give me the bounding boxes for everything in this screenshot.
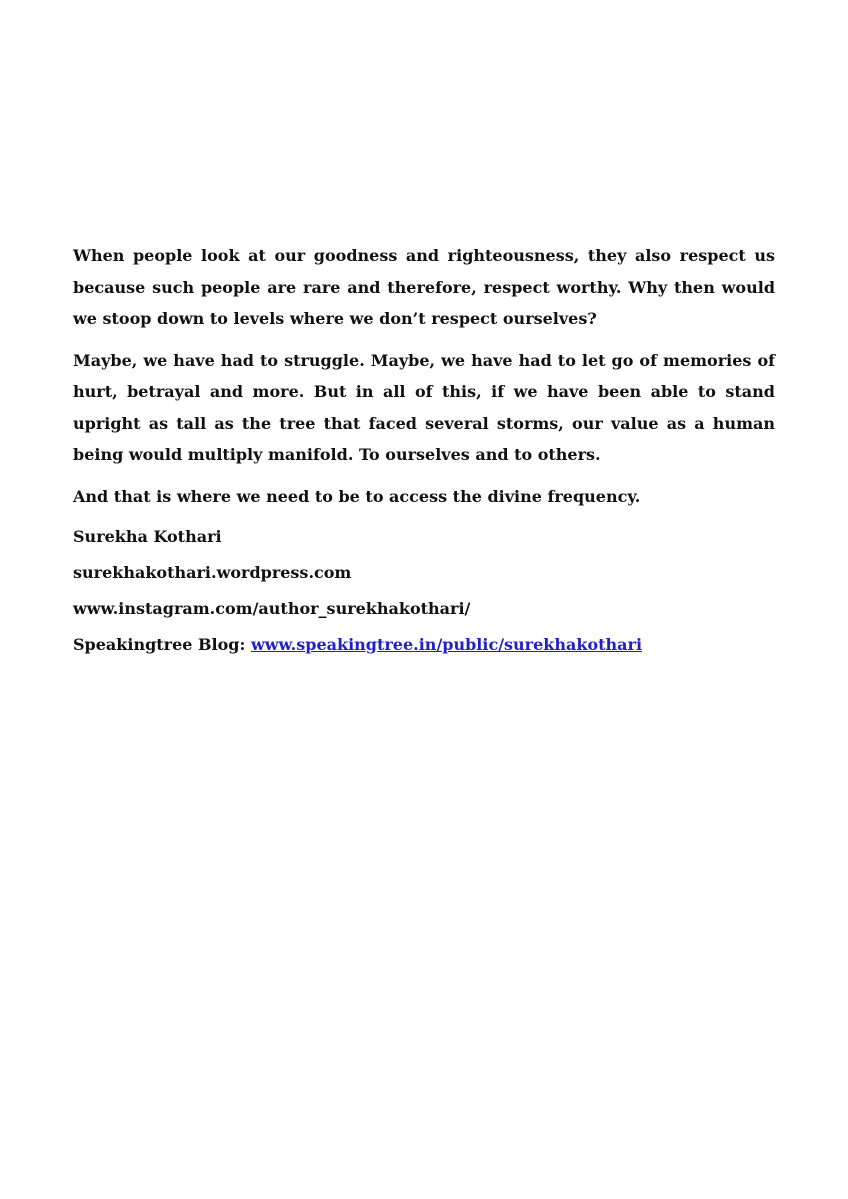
- paragraph-3: And that is where we need to be to access the divine frequency.: [73, 486, 641, 506]
- paragraph-2: Maybe, we have had to struggle. Maybe, we have had to let go of memories of hurt, betrayal and more. But in all of this, if we have been able to stand upright as tall as the tree that faced several storms, our value as a human being would multiply manifold. To ourselves and to others.: [73, 350, 775, 464]
- author-name: Surekha Kothari: [73, 527, 222, 546]
- paragraph-1: When people look at our goodness and righteousness, they also respect us because such people are rare and therefore, respect worthy. Why then would we stoop down to levels where we don’t respect ourselves?: [73, 246, 775, 328]
- instagram-url: www.instagram.com/author_surekhakothari/: [73, 599, 471, 618]
- speakingtree-link[interactable]: www.speakingtree.in/public/surekhakothari: [250, 635, 643, 654]
- document-page: [73, 240, 775, 666]
- wordpress-url: surekhakothari.wordpress.com: [73, 563, 352, 582]
- speakingtree-line: [73, 630, 775, 660]
- speakingtree-label: Speakingtree Blog:: [73, 635, 251, 654]
